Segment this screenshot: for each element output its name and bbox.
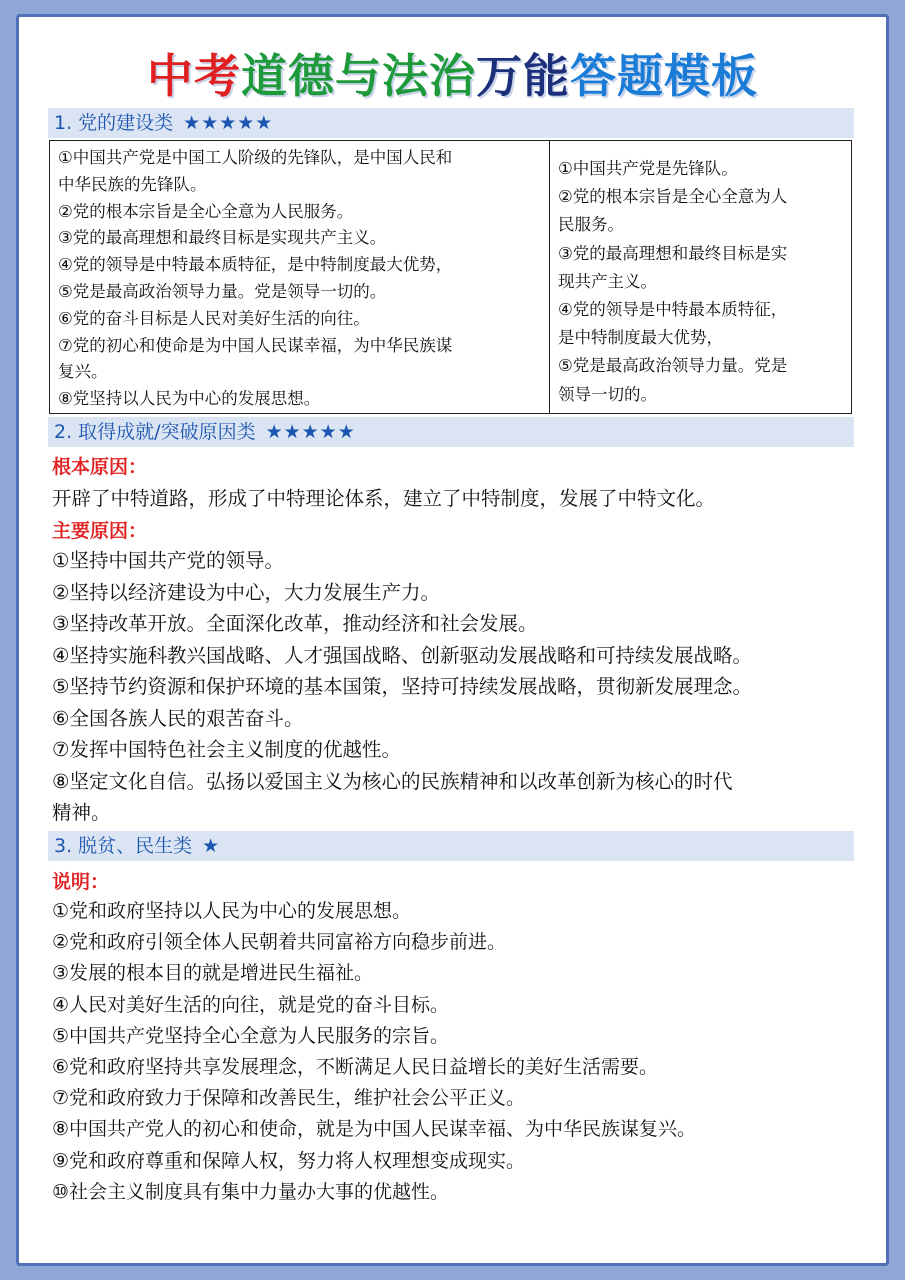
list-item: ①党和政府坚持以人民为中心的发展思想。 (52, 900, 412, 922)
table-left-line: ⑥党的奋斗目标是人民对美好生活的向往。 (58, 308, 370, 328)
list-item: ⑦发挥中国特色社会主义制度的优越性。 (52, 738, 401, 761)
title-part-2: 道德与法治 (241, 49, 476, 103)
section-3-stars: ★ (202, 835, 221, 857)
section-2-stars: ★★★★★ (265, 421, 356, 443)
list-item: ⑤中国共产党坚持全心全意为人民服务的宗旨。 (52, 1024, 450, 1047)
list-item: ⑧坚定文化自信。弘扬以爱国主义为核心的民族精神和以改革创新为核心的时代 (52, 769, 733, 793)
table-right-line: 领导一切的。 (558, 384, 657, 404)
list-item: ⑩社会主义制度具有集中力量办大事的优越性。 (52, 1180, 450, 1203)
explanation-list (52, 896, 862, 1208)
list-item: ③坚持改革开放。全面深化改革，推动经济和社会发展。 (52, 612, 538, 635)
list-item: ⑧中国共产党人的初心和使命，就是为中国人民谋幸福、为中华民族谋复兴。 (52, 1118, 697, 1141)
table-left-line: ⑧党坚持以人民为中心的发展思想。 (58, 389, 321, 409)
table-right-line: ②党的根本宗旨是全心全意为人 (558, 187, 788, 207)
root-cause-label: 根本原因： (52, 456, 148, 478)
table-left-column (50, 141, 550, 413)
table-left-line: 复兴。 (58, 362, 108, 382)
main-cause-list (52, 545, 862, 829)
list-item: ④人民对美好生活的向往，就是党的奋斗目标。 (52, 993, 450, 1016)
section-1-header (48, 108, 854, 138)
table-right-column (550, 141, 851, 413)
table-right-line: ③党的最高理想和最终目标是实 (558, 243, 788, 263)
list-item: 精神。 (52, 801, 111, 824)
root-cause-text: 开辟了中特道路，形成了中特理论体系，建立了中特制度，发展了中特文化。 (52, 487, 716, 510)
list-item: ②坚持以经济建设为中心，大力发展生产力。 (52, 580, 440, 604)
section-1-title: 1. 党的建设类 (54, 112, 174, 134)
list-item: ⑥党和政府坚持共享发展理念，不断满足人民日益增长的美好生活需要。 (52, 1055, 659, 1078)
list-item: ④坚持实施科教兴国战略、人才强国战略、创新驱动发展战略和可持续发展战略。 (52, 643, 752, 667)
title-part-4: 答题模板 (570, 49, 758, 103)
list-item: ⑨党和政府尊重和保障人权，努力将人权理想变成现实。 (52, 1149, 526, 1172)
table-left-line: ⑤党是最高政治领导力量。党是领导一切的。 (58, 281, 387, 301)
table-right-line: 现共产主义。 (558, 271, 657, 291)
section-1-stars: ★★★★★ (183, 112, 274, 134)
table-left-line: ③党的最高理想和最终目标是实现共产主义。 (58, 228, 387, 248)
table-left-line: ④党的领导是中特最本质特征，是中特制度最大优势， (58, 255, 453, 275)
section-2-title: 2. 取得成就/突破原因类 (54, 421, 256, 443)
list-item: ⑦党和政府致力于保障和改善民生，维护社会公平正义。 (52, 1087, 526, 1110)
table-left-line: ②党的根本宗旨是全心全意为人民服务。 (58, 201, 354, 221)
list-item: ⑥全国各族人民的艰苦奋斗。 (52, 706, 304, 730)
table-left-line: ①中国共产党是中国工人阶级的先锋队，是中国人民和 (58, 148, 453, 167)
section-3-title: 3. 脱贫、民生类 (54, 835, 193, 857)
table-right-line: ④党的领导是中特最本质特征， (558, 300, 788, 320)
list-item: ①坚持中国共产党的领导。 (52, 549, 284, 572)
page-title (0, 40, 905, 106)
table-right-line: ①中国共产党是先锋队。 (558, 159, 738, 178)
section-3-header (48, 831, 854, 861)
list-item: ⑤坚持节约资源和保护环境的基本国策，坚持可持续发展战略，贯彻新发展理念。 (52, 675, 752, 698)
section-1-table (49, 140, 852, 414)
list-item: ②党和政府引领全体人民朝着共同富裕方向稳步前进。 (52, 931, 507, 954)
table-right-line: ⑤党是最高政治领导力量。党是 (558, 356, 788, 376)
title-part-3: 万能 (476, 49, 570, 103)
list-item: ③发展的根本目的就是增进民生福祉。 (52, 962, 374, 985)
table-left-line: 中华民族的先锋队。 (58, 174, 207, 194)
table-right-line: 是中特制度最大优势， (558, 328, 723, 348)
title-part-1: 中考 (147, 49, 241, 103)
main-cause-label: 主要原因： (52, 520, 148, 542)
section-2-header (48, 417, 854, 447)
explanation-label: 说明： (52, 871, 110, 893)
table-left-line: ⑦党的初心和使命是为中国人民谋幸福，为中华民族谋 (58, 335, 453, 355)
table-right-line: 民服务。 (558, 215, 624, 235)
